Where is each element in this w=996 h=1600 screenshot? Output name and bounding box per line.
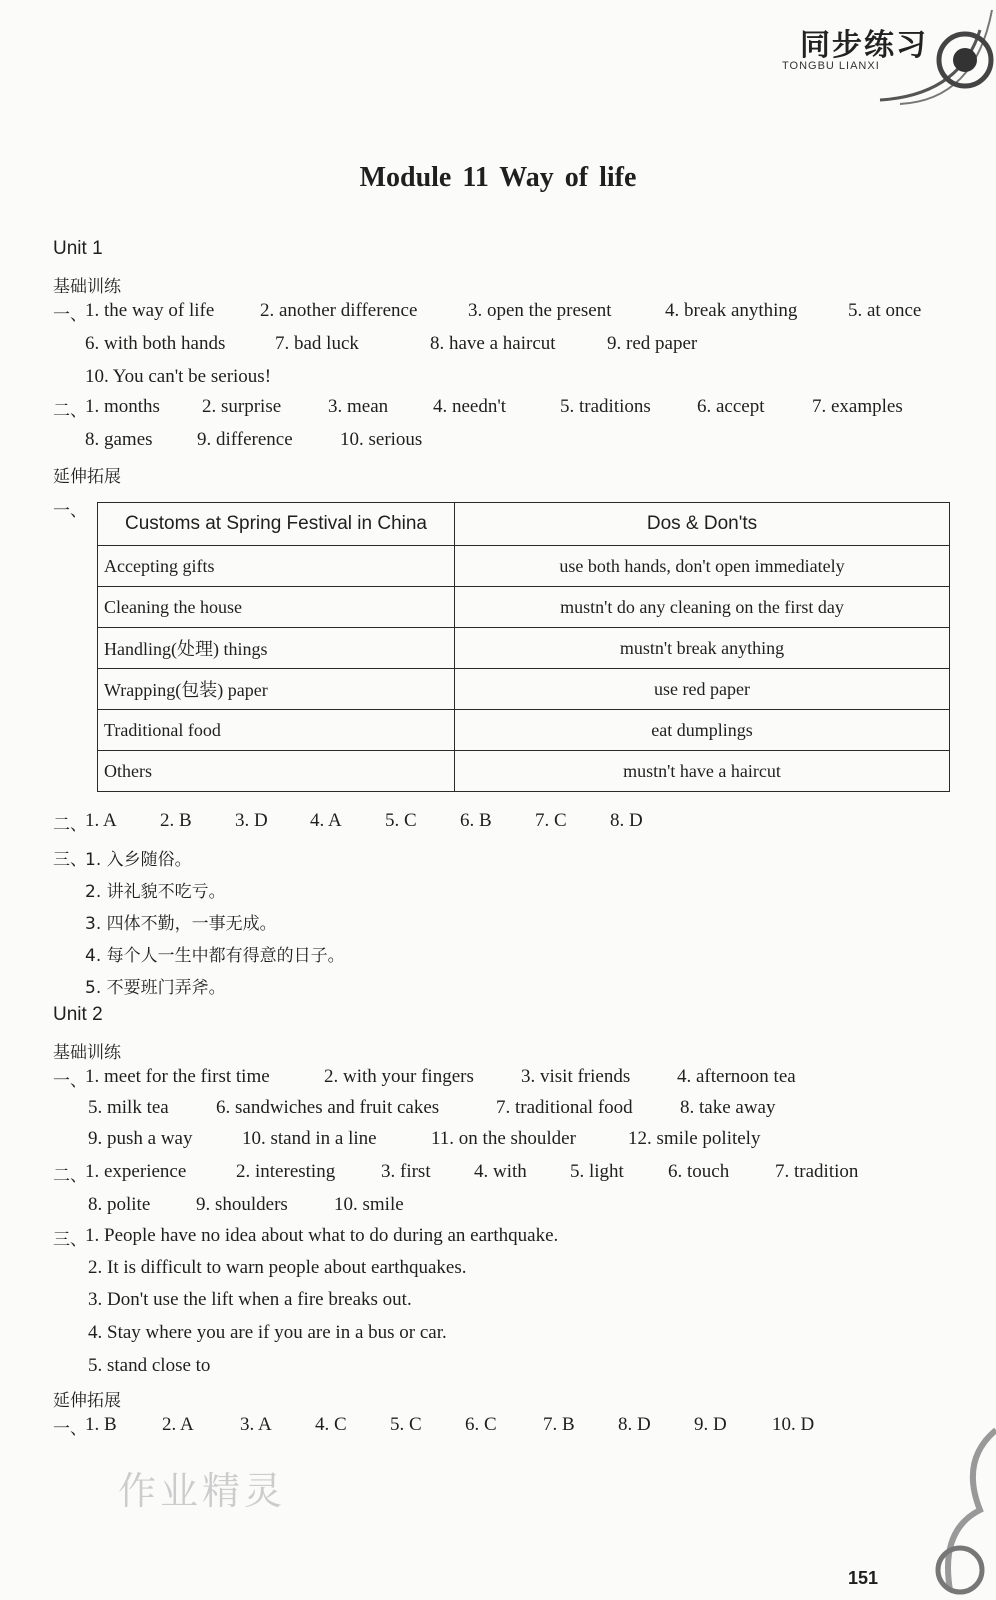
unit2-basic-q3-row4 <box>0 1322 996 1348</box>
answer-item: 6. B <box>460 810 492 831</box>
answer-item: 8. D <box>610 810 643 831</box>
unit2-heading: Unit 2 <box>53 1004 103 1025</box>
answer-item: 9. red paper <box>607 333 698 354</box>
table-cell-custom: Cleaning the house <box>98 587 455 628</box>
table-cell-custom: Others <box>98 751 455 792</box>
unit1-heading: Unit 1 <box>53 238 103 259</box>
answer-item: 8. have a haircut <box>430 333 556 354</box>
table-header-dos-donts: Dos & Don'ts <box>455 503 950 546</box>
unit2-basic-q3-row2 <box>0 1257 996 1283</box>
unit1-basic-heading: 基础训练 <box>53 277 121 297</box>
answer-item: 7. bad luck <box>275 333 359 354</box>
answer-item: 3. mean <box>328 396 389 417</box>
table-cell-rule: mustn't have a haircut <box>455 751 950 792</box>
answer-item: 10. smile <box>334 1194 404 1215</box>
table-cell-custom: Handling(处理) things <box>98 628 455 669</box>
unit2-basic-q3-row1 <box>0 1225 996 1251</box>
unit1-ext-q3-row5 <box>0 973 996 999</box>
answer-item: 5. 不要班门弄斧。 <box>85 978 226 998</box>
answer-item: 8. polite <box>88 1194 151 1215</box>
answer-item: 5. light <box>570 1161 624 1182</box>
answer-item: 2. another difference <box>260 300 418 321</box>
answer-item: 4. needn't <box>433 396 507 417</box>
answer-item: 3. A <box>240 1414 272 1435</box>
watermark: 作业精灵 <box>118 1469 287 1513</box>
answer-item: 5. milk tea <box>88 1097 169 1118</box>
table-cell-rule: mustn't do any cleaning on the first day <box>455 587 950 628</box>
answer-item: 4. C <box>315 1414 347 1435</box>
answer-item: 7. traditional food <box>496 1097 633 1118</box>
answer-item: 1. the way of life <box>85 300 215 321</box>
table-row <box>98 587 950 628</box>
answer-item: 4. with <box>474 1161 527 1182</box>
q-lead: 一、 <box>53 1071 87 1091</box>
answer-item: 9. difference <box>197 429 293 450</box>
answer-item: 2. B <box>160 810 192 831</box>
answer-item: 1. experience <box>85 1161 187 1182</box>
q-lead: 三、 <box>53 850 87 870</box>
answer-item: 6. sandwiches and fruit cakes <box>216 1097 440 1118</box>
answer-item: 2. interesting <box>236 1161 336 1182</box>
answer-item: 8. take away <box>680 1097 776 1118</box>
answer-item: 3. 四体不勤，一事无成。 <box>85 914 277 934</box>
answer-item: 2. surprise <box>202 396 282 417</box>
table-row <box>98 546 950 587</box>
q-lead: 一、 <box>53 1419 87 1439</box>
answer-item: 10. stand in a line <box>242 1128 377 1149</box>
page-title: Module 11 Way of life <box>359 162 637 193</box>
unit1-ext-q3-row4 <box>0 941 996 967</box>
answer-item: 5. C <box>385 810 417 831</box>
q-lead: 一、 <box>53 305 87 325</box>
q-lead: 三、 <box>53 1230 87 1250</box>
answer-item: 4. Stay where you are if you are in a bus or car. <box>88 1322 447 1343</box>
table-cell-rule: eat dumplings <box>455 710 950 751</box>
unit1-extension-heading: 延伸拓展 <box>53 467 121 487</box>
q-lead: 二、 <box>53 815 87 835</box>
unit1-ext-q2-row <box>0 810 996 836</box>
logo-text: 同步练习 <box>800 28 928 63</box>
table-cell-custom: Accepting gifts <box>98 546 455 587</box>
answer-item: 2. with your fingers <box>324 1066 474 1087</box>
answer-item: 4. 每个人一生中都有得意的日子。 <box>85 946 345 966</box>
table-row <box>98 710 950 751</box>
table-cell-custom: Traditional food <box>98 710 455 751</box>
answer-item: 1. 入乡随俗。 <box>85 850 192 870</box>
answer-item: 1. People have no idea about what to do during an earthquake. <box>85 1225 559 1246</box>
answer-item: 6. with both hands <box>85 333 226 354</box>
answer-item: 4. break anything <box>665 300 798 321</box>
answer-item: 6. accept <box>697 396 765 417</box>
unit1-basic-q2-row2 <box>0 429 996 455</box>
answer-item: 2. A <box>162 1414 194 1435</box>
unit2-basic-q3-row5 <box>0 1355 996 1381</box>
answer-item: 12. smile politely <box>628 1128 761 1149</box>
answer-item: 3. D <box>235 810 268 831</box>
unit2-extension-heading: 延伸拓展 <box>53 1391 121 1411</box>
answer-item: 3. Don't use the lift when a fire breaks out. <box>88 1289 412 1310</box>
answer-item: 8. D <box>618 1414 651 1435</box>
table-header-customs: Customs at Spring Festival in China <box>98 503 455 546</box>
unit2-basic-heading: 基础训练 <box>53 1043 121 1063</box>
answer-item: 8. games <box>85 429 153 450</box>
answer-item: 1. A <box>85 810 117 831</box>
table-row <box>98 751 950 792</box>
answer-item: 7. tradition <box>775 1161 859 1182</box>
unit2-basic-q1-row2 <box>0 1097 996 1123</box>
unit2-basic-q2-row1 <box>0 1161 996 1187</box>
unit1-ext-q3-row2 <box>0 877 996 903</box>
q-lead: 二、 <box>53 1166 87 1186</box>
logo-pinyin: TONGBU LIANXI <box>782 60 880 72</box>
answer-item: 3. open the present <box>468 300 612 321</box>
answer-item: 9. shoulders <box>196 1194 288 1215</box>
unit2-ext-q1-row <box>0 1414 996 1440</box>
answer-item: 1. B <box>85 1414 117 1435</box>
unit2-basic-q2-row2 <box>0 1194 996 1220</box>
answer-item: 10. D <box>772 1414 815 1435</box>
answer-item: 4. afternoon tea <box>677 1066 796 1087</box>
answer-item: 5. traditions <box>560 396 651 417</box>
answer-item: 7. examples <box>812 396 903 417</box>
unit1-basic-q1-row3 <box>0 366 996 392</box>
answer-item: 1. meet for the first time <box>85 1066 270 1087</box>
q-lead: 一、 <box>53 501 87 521</box>
q-lead: 二、 <box>53 401 87 421</box>
customs-table <box>97 502 950 792</box>
table-row <box>98 669 950 710</box>
unit1-ext-q3-row1 <box>0 845 996 871</box>
unit1-basic-q2-row1 <box>0 396 996 422</box>
table-header-row <box>98 503 950 546</box>
answer-item: 2. It is difficult to warn people about earthquakes. <box>88 1257 467 1278</box>
answer-item: 10. You can't be serious! <box>85 366 272 387</box>
answer-item: 3. visit friends <box>521 1066 631 1087</box>
unit1-ext-q3-row3 <box>0 909 996 935</box>
unit2-basic-q1-row1 <box>0 1066 996 1092</box>
answer-item: 9. push a way <box>88 1128 193 1149</box>
answer-item: 1. months <box>85 396 160 417</box>
table-row <box>98 628 950 669</box>
answer-item: 7. B <box>543 1414 575 1435</box>
table-cell-custom: Wrapping(包装) paper <box>98 669 455 710</box>
answer-item: 7. C <box>535 810 567 831</box>
answer-item: 4. A <box>310 810 342 831</box>
answer-item: 10. serious <box>340 429 423 450</box>
unit2-basic-q3-row3 <box>0 1289 996 1315</box>
table-cell-rule: mustn't break anything <box>455 628 950 669</box>
answer-item: 5. C <box>390 1414 422 1435</box>
unit1-basic-q1-row2 <box>0 333 996 359</box>
unit2-basic-q1-row3 <box>0 1128 996 1154</box>
answer-item: 9. D <box>694 1414 727 1435</box>
answer-item: 11. on the shoulder <box>431 1128 576 1149</box>
table-cell-rule: use both hands, don't open immediately <box>455 546 950 587</box>
table-cell-rule: use red paper <box>455 669 950 710</box>
page-number: 151 <box>848 1568 879 1588</box>
answer-item: 6. touch <box>668 1161 730 1182</box>
unit1-basic-q1-row1 <box>0 300 996 326</box>
answer-item: 5. stand close to <box>88 1355 211 1376</box>
header-logo <box>760 0 996 110</box>
answer-item: 3. first <box>381 1161 431 1182</box>
answer-item: 6. C <box>465 1414 497 1435</box>
answer-item: 2. 讲礼貌不吃亏。 <box>85 882 226 902</box>
answer-item: 5. at once <box>848 300 922 321</box>
corner-decoration-graphic <box>880 1420 996 1600</box>
